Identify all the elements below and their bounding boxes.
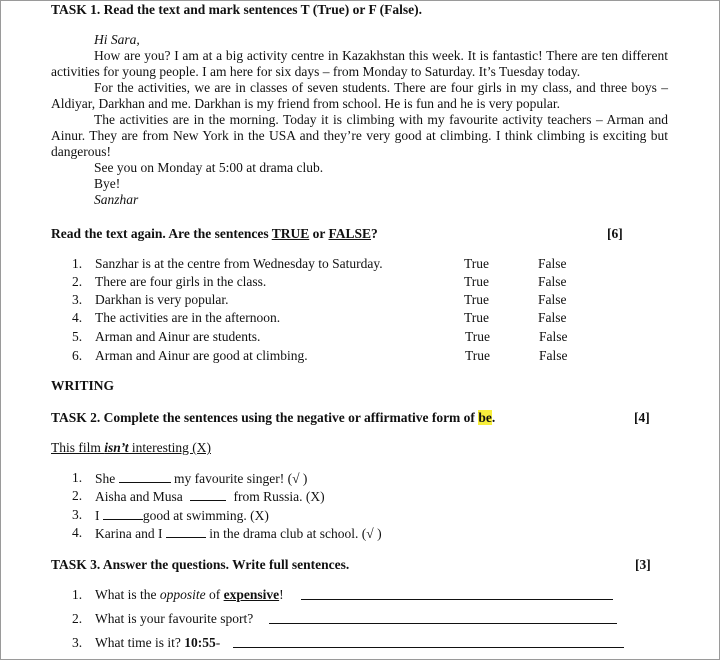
task2-example: This film isn’t interesting (X) — [51, 440, 211, 455]
be-highlight: be — [478, 410, 492, 425]
read-again-points: [6] — [607, 226, 623, 241]
statement-number: 1. — [72, 256, 83, 271]
statement-number: 4. — [72, 310, 83, 325]
true-option[interactable]: True — [465, 348, 491, 363]
letter-signature: Sanzhar — [94, 192, 139, 207]
statement-number: 2. — [72, 274, 83, 289]
false-option[interactable]: False — [539, 329, 568, 344]
letter-paragraph-3: The activities are in the morning. Today it is climbing with my favourite activity teachers – Arman and Ainur. They are from New York in the USA and they’re very good at climbing. I think climbing is exciting but dangerous! — [51, 112, 668, 159]
task3-number: 1. — [72, 587, 83, 602]
task3-heading: TASK 3. Answer the questions. Write full sentences. — [51, 557, 350, 572]
true-option[interactable]: True — [464, 292, 490, 307]
answer-line[interactable] — [301, 587, 613, 600]
task3-points: [3] — [635, 557, 651, 572]
true-option[interactable]: True — [464, 256, 490, 271]
statement-text: Sanzhar is at the centre from Wednesday to Saturday. — [95, 256, 383, 271]
answer-blank[interactable] — [119, 470, 171, 483]
task2-sentence: Aisha and Musa from Russia. (X) — [95, 489, 325, 504]
task2-points: [4] — [634, 410, 650, 425]
letter-greeting: Hi Sara, — [94, 32, 140, 47]
statement-text: There are four girls in the class. — [95, 274, 267, 289]
statement-number: 6. — [72, 348, 83, 363]
false-option[interactable]: False — [539, 348, 568, 363]
true-option[interactable]: True — [464, 310, 490, 325]
task2-sentence: Karina and I in the drama club at school. (√ ) — [95, 526, 382, 541]
task1-heading: TASK 1. Read the text and mark sentences T (True) or F (False). — [51, 2, 422, 17]
task2-number: 2. — [72, 488, 83, 503]
task3-question-3: What time is it? 10:55- — [95, 635, 221, 650]
statement-text: Darkhan is very popular. — [95, 292, 229, 307]
task2-number: 4. — [72, 525, 83, 540]
letter-paragraph-1: How are you? I am at a big activity centre in Kazakhstan this week. It is fantastic! There are ten different activities for young people. I am here for six days – from Monday to Saturday. It’s Tuesday today. — [51, 48, 668, 79]
statement-text: The activities are in the afternoon. — [95, 310, 281, 325]
task2-number: 3. — [72, 507, 83, 522]
read-again-heading: Read the text again. Are the sentences TRUE or FALSE? — [51, 226, 378, 241]
answer-line[interactable] — [233, 635, 624, 648]
answer-line[interactable] — [269, 611, 617, 624]
task2-number: 1. — [72, 470, 83, 485]
task3-number: 2. — [72, 611, 83, 626]
task3-question-2: What is your favourite sport? — [95, 611, 254, 626]
false-option[interactable]: False — [538, 256, 567, 271]
answer-blank[interactable] — [166, 525, 206, 538]
letter-bye: Bye! — [94, 176, 121, 191]
task3-number: 3. — [72, 635, 83, 650]
answer-blank[interactable] — [190, 488, 226, 501]
true-option[interactable]: True — [464, 274, 490, 289]
task2-heading: TASK 2. Complete the sentences using the negative or affirmative form of be. — [51, 410, 496, 425]
task2-sentence: I good at swimming. (X) — [95, 508, 269, 523]
false-option[interactable]: False — [538, 274, 567, 289]
statement-number: 5. — [72, 329, 83, 344]
statement-text: Arman and Ainur are good at climbing. — [95, 348, 308, 363]
task2-sentence: She my favourite singer! (√ ) — [95, 471, 308, 486]
answer-blank[interactable] — [103, 507, 143, 520]
false-option[interactable]: False — [538, 310, 567, 325]
task3-question-1: What is the opposite of expensive! — [95, 587, 284, 602]
statement-number: 3. — [72, 292, 83, 307]
true-option[interactable]: True — [465, 329, 491, 344]
letter-closing: See you on Monday at 5:00 at drama club. — [94, 160, 324, 175]
letter-paragraph-2: For the activities, we are in classes of seven students. There are four girls in my class, and three boys – Aldiyar, Darkhan and me. Darkhan is my friend from school. He is fun and he is very popular. — [51, 80, 668, 111]
writing-heading: WRITING — [51, 378, 115, 393]
statement-text: Arman and Ainur are students. — [95, 329, 261, 344]
false-option[interactable]: False — [538, 292, 567, 307]
